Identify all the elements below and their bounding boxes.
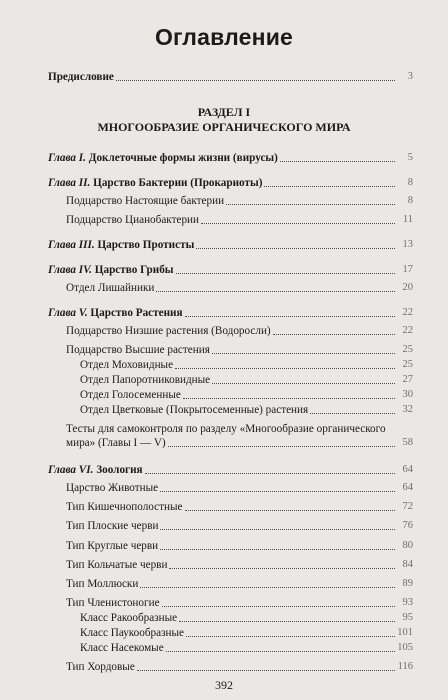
toc-entry [66, 575, 413, 591]
dot-leader [168, 446, 395, 447]
page-number: 64 [402, 464, 413, 475]
entry-label: Царство Животные [66, 482, 159, 494]
toc-entry [80, 356, 413, 372]
chapter-title: Царство Растения [90, 307, 183, 319]
toc-entry [66, 517, 413, 533]
page-number: 22 [402, 307, 413, 318]
dot-leader [201, 223, 395, 224]
dot-leader [175, 368, 395, 369]
dot-leader [116, 80, 395, 81]
dot-leader [166, 651, 395, 652]
toc-chapter [48, 261, 413, 277]
toc-entry [80, 386, 413, 402]
dot-leader [185, 510, 396, 511]
page-number: 89 [402, 578, 413, 589]
dot-leader [137, 670, 395, 671]
page-title: Оглавление [154, 24, 294, 50]
section-heading-line2: МНОГООБРАЗИЕ ОРГАНИЧЕСКОГО МИРА [97, 120, 351, 134]
page-number: 32 [402, 404, 413, 415]
page-number: 8 [407, 177, 413, 188]
page-number: 30 [402, 389, 413, 400]
page-number: 20 [402, 282, 413, 293]
toc-entry [66, 279, 413, 295]
dot-leader [196, 248, 395, 249]
page-number: 105 [397, 642, 413, 653]
dot-leader [280, 161, 395, 162]
page-number: 64 [402, 482, 413, 493]
dot-leader [160, 529, 395, 530]
toc-entry [80, 624, 413, 640]
page-number: 17 [402, 264, 413, 275]
page-number: 8 [407, 195, 413, 206]
toc-chapter [48, 461, 413, 477]
page-number: 58 [402, 437, 413, 448]
chapter-title: Доклеточные формы жизни (вирусы) [88, 152, 278, 164]
toc-entry [80, 639, 413, 655]
page-number: 13 [402, 239, 413, 250]
chapter-title: Царство Грибы [94, 264, 174, 276]
dot-leader [140, 587, 395, 588]
toc-entry [80, 401, 413, 417]
entry-label: Тип Плоские черви [66, 520, 159, 532]
toc-entry [66, 498, 413, 514]
page-number: 116 [397, 661, 413, 672]
entry-label: Тип Членистоногие [66, 597, 160, 609]
dot-leader [179, 621, 395, 622]
toc-entry [66, 322, 413, 338]
chapter-number: Глава III. [48, 239, 95, 251]
page-number: 84 [402, 559, 413, 570]
toc-entry [66, 211, 413, 227]
chapter-title: Зоология [96, 464, 143, 476]
chapter-title: Царство Бактерии (Прокариоты) [93, 177, 263, 189]
page-number: 11 [402, 214, 413, 225]
page-number: 3 [407, 71, 413, 82]
toc-entry [66, 537, 413, 553]
chapter-number: Глава V. [48, 307, 88, 319]
toc-chapter [48, 304, 413, 320]
dot-leader [186, 636, 395, 637]
toc-entry [80, 371, 413, 387]
entry-label: Класс Ракообразные [80, 612, 178, 624]
toc-chapter [48, 174, 413, 190]
entry-label: Отдел Голосеменные [80, 389, 181, 401]
page-number: 76 [402, 520, 413, 531]
entry-label: Отдел Моховидные [80, 359, 174, 371]
toc-entry [66, 594, 413, 610]
toc-entry [80, 609, 413, 625]
entry-label: Подцарство Высшие растения [66, 344, 210, 356]
dot-leader [176, 273, 395, 274]
chapter-number: Глава I. [48, 152, 86, 164]
entry-label: Отдел Папоротниковидные [80, 374, 211, 386]
entry-label: Тип Кишечнополостные [66, 501, 183, 513]
page-number: 80 [402, 540, 413, 551]
dot-leader [212, 383, 395, 384]
entry-label: Отдел Цветковые (Покрытосеменные) растения [80, 404, 309, 416]
page-number: 95 [402, 612, 413, 623]
entry-label: Тип Моллюски [66, 578, 139, 590]
dot-leader [212, 353, 395, 354]
dot-leader [310, 413, 395, 414]
dot-leader [169, 568, 395, 569]
entry-label: Подцарство Низшие растения (Водоросли) [66, 325, 271, 337]
dot-leader [145, 473, 395, 474]
toc-chapter [48, 149, 413, 165]
entry-label: Подцарство Настоящие бактерии [66, 195, 225, 207]
entry-label: Подцарство Цианобактерии [66, 214, 200, 226]
chapter-number: Глава VI. [48, 464, 94, 476]
entry-label: Предисловие [48, 71, 114, 83]
entry-label: Класс Паукообразные [80, 627, 185, 639]
dot-leader [273, 334, 395, 335]
entry-label-line2: мира» (Главы I — V) [66, 437, 166, 449]
page-number: 25 [402, 359, 413, 370]
page-number: 22 [402, 325, 413, 336]
dot-leader [162, 606, 395, 607]
footer-page-number: 392 [215, 678, 233, 692]
toc-entry [66, 556, 413, 572]
entry-label: Класс Насекомые [80, 642, 164, 654]
toc-entry [66, 658, 413, 674]
toc-chapter [48, 236, 413, 252]
toc-entry [66, 341, 413, 357]
toc-entry [66, 192, 413, 208]
dot-leader [185, 316, 395, 317]
toc-entry-tests [66, 422, 413, 450]
page-number: 5 [407, 152, 413, 163]
entry-label: Тип Хордовые [66, 661, 135, 673]
page-number: 27 [402, 374, 413, 385]
chapter-title: Царство Протисты [97, 239, 195, 251]
chapter-number: Глава IV. [48, 264, 92, 276]
entry-label: Тип Кольчатые черви [66, 559, 168, 571]
toc-entry-preface [48, 68, 413, 84]
dot-leader [160, 549, 395, 550]
page-number: 72 [402, 501, 413, 512]
section-heading-line1: РАЗДЕЛ I [197, 105, 251, 119]
entry-label: Отдел Лишайники [66, 282, 155, 294]
entry-label-line1: Тесты для самоконтроля по разделу «Многообразие органического [66, 423, 386, 435]
dot-leader [264, 186, 395, 187]
entry-label: Тип Круглые черви [66, 540, 159, 552]
dot-leader [160, 491, 395, 492]
chapter-number: Глава II. [48, 177, 91, 189]
dot-leader [226, 204, 395, 205]
page-number: 101 [397, 627, 413, 638]
dot-leader [183, 398, 395, 399]
page-number: 93 [402, 597, 413, 608]
dot-leader [156, 291, 395, 292]
page-number: 25 [402, 344, 413, 355]
toc-entry [66, 479, 413, 495]
